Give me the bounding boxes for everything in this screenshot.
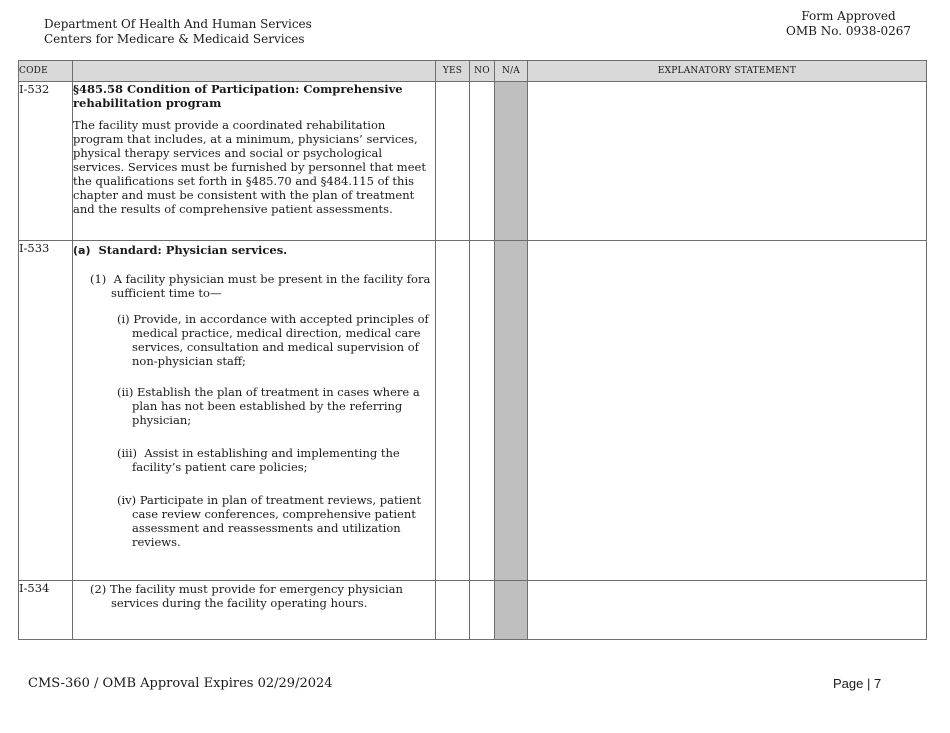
no-cell[interactable] — [470, 82, 495, 241]
column-header-regulation — [73, 61, 436, 82]
na-cell[interactable] — [495, 241, 528, 581]
agency-center: Centers for Medicare & Medicaid Services — [44, 32, 305, 46]
table-header-row — [19, 61, 927, 82]
sub-item — [73, 312, 435, 368]
sub-item-text: Assist in establishing and implementing the facility’s patient care policies; — [132, 446, 400, 474]
regulation-cell — [73, 82, 436, 241]
explanatory-cell[interactable] — [528, 581, 927, 640]
column-header-yes: YES — [436, 61, 470, 82]
item-text: A facility physician must be present in the facility fora sufficient time to— — [111, 272, 431, 300]
yes-cell[interactable] — [436, 581, 470, 640]
condition-text: The facility must provide a coordinated rehabilitation program that includes, at a minimum, physicians’ services, physical therapy services and social or psychological services. Services must be furnished by personnel that meet the qualifications set forth in §485.70 and §484.115 of this chapter and must be consistent with the plan of treatment and the results of comprehensive patient assessments. — [73, 118, 426, 216]
standard-heading — [73, 243, 435, 258]
paragraph-item-2 — [73, 582, 435, 610]
item-marker: (1) — [90, 272, 107, 286]
table-row — [19, 82, 927, 241]
column-header-no: NO — [470, 61, 495, 82]
standard-title: Standard: Physician services. — [98, 243, 288, 257]
column-header-code: CODE — [19, 61, 73, 82]
agency-header — [44, 17, 312, 47]
item-text: The facility must provide for emergency physician services during the facility operating hours. — [109, 582, 403, 610]
table-row — [19, 241, 927, 581]
sub-item — [73, 493, 435, 549]
sub-item-text: Provide, in accordance with accepted principles of medical practice, medical direction, medical care services, consultation and medical supervision of non-physician staff; — [132, 312, 429, 368]
sub-item-marker: (ii) — [117, 385, 134, 399]
sub-item-marker: (iii) — [117, 446, 138, 460]
row-code: I-534 — [19, 581, 73, 640]
row-code: I-533 — [19, 241, 73, 581]
survey-table — [18, 60, 927, 640]
page-number: Page | 7 — [833, 676, 882, 691]
sub-item-text: Establish the plan of treatment in cases where a plan has not been established by the referring physician; — [132, 385, 420, 427]
form-id-footer: CMS-360 / OMB Approval Expires 02/29/2024 — [28, 676, 333, 691]
explanatory-cell[interactable] — [528, 241, 927, 581]
sub-item-text: Participate in plan of treatment reviews, patient case review conferences, comprehensive patient assessment and reassessments and utilization reviews. — [132, 493, 422, 549]
row-code: I-532 — [19, 82, 73, 241]
standard-marker: (a) — [73, 244, 91, 257]
agency-name: Department Of Health And Human Services — [44, 17, 312, 31]
regulation-cell — [73, 581, 436, 640]
column-header-explanatory: EXPLANATORY STATEMENT — [528, 61, 927, 82]
sub-item-marker: (iv) — [117, 493, 137, 507]
item-marker: (2) — [90, 582, 107, 596]
form-approved-label: Form Approved — [801, 9, 896, 23]
omb-number: OMB No. 0938-0267 — [786, 24, 912, 38]
no-cell[interactable] — [470, 581, 495, 640]
table-row — [19, 581, 927, 640]
no-cell[interactable] — [470, 241, 495, 581]
na-cell[interactable] — [495, 82, 528, 241]
regulation-cell — [73, 241, 436, 581]
column-header-na: N/A — [495, 61, 528, 82]
sub-item-marker: (i) — [117, 312, 130, 326]
sub-item — [73, 446, 435, 474]
yes-cell[interactable] — [436, 82, 470, 241]
sub-item — [73, 385, 435, 427]
yes-cell[interactable] — [436, 241, 470, 581]
paragraph-item-1 — [73, 272, 435, 300]
approval-header — [786, 9, 911, 39]
na-cell[interactable] — [495, 581, 528, 640]
explanatory-cell[interactable] — [528, 82, 927, 241]
condition-title: §485.58 Condition of Participation: Comprehensive rehabilitation program — [73, 82, 403, 110]
